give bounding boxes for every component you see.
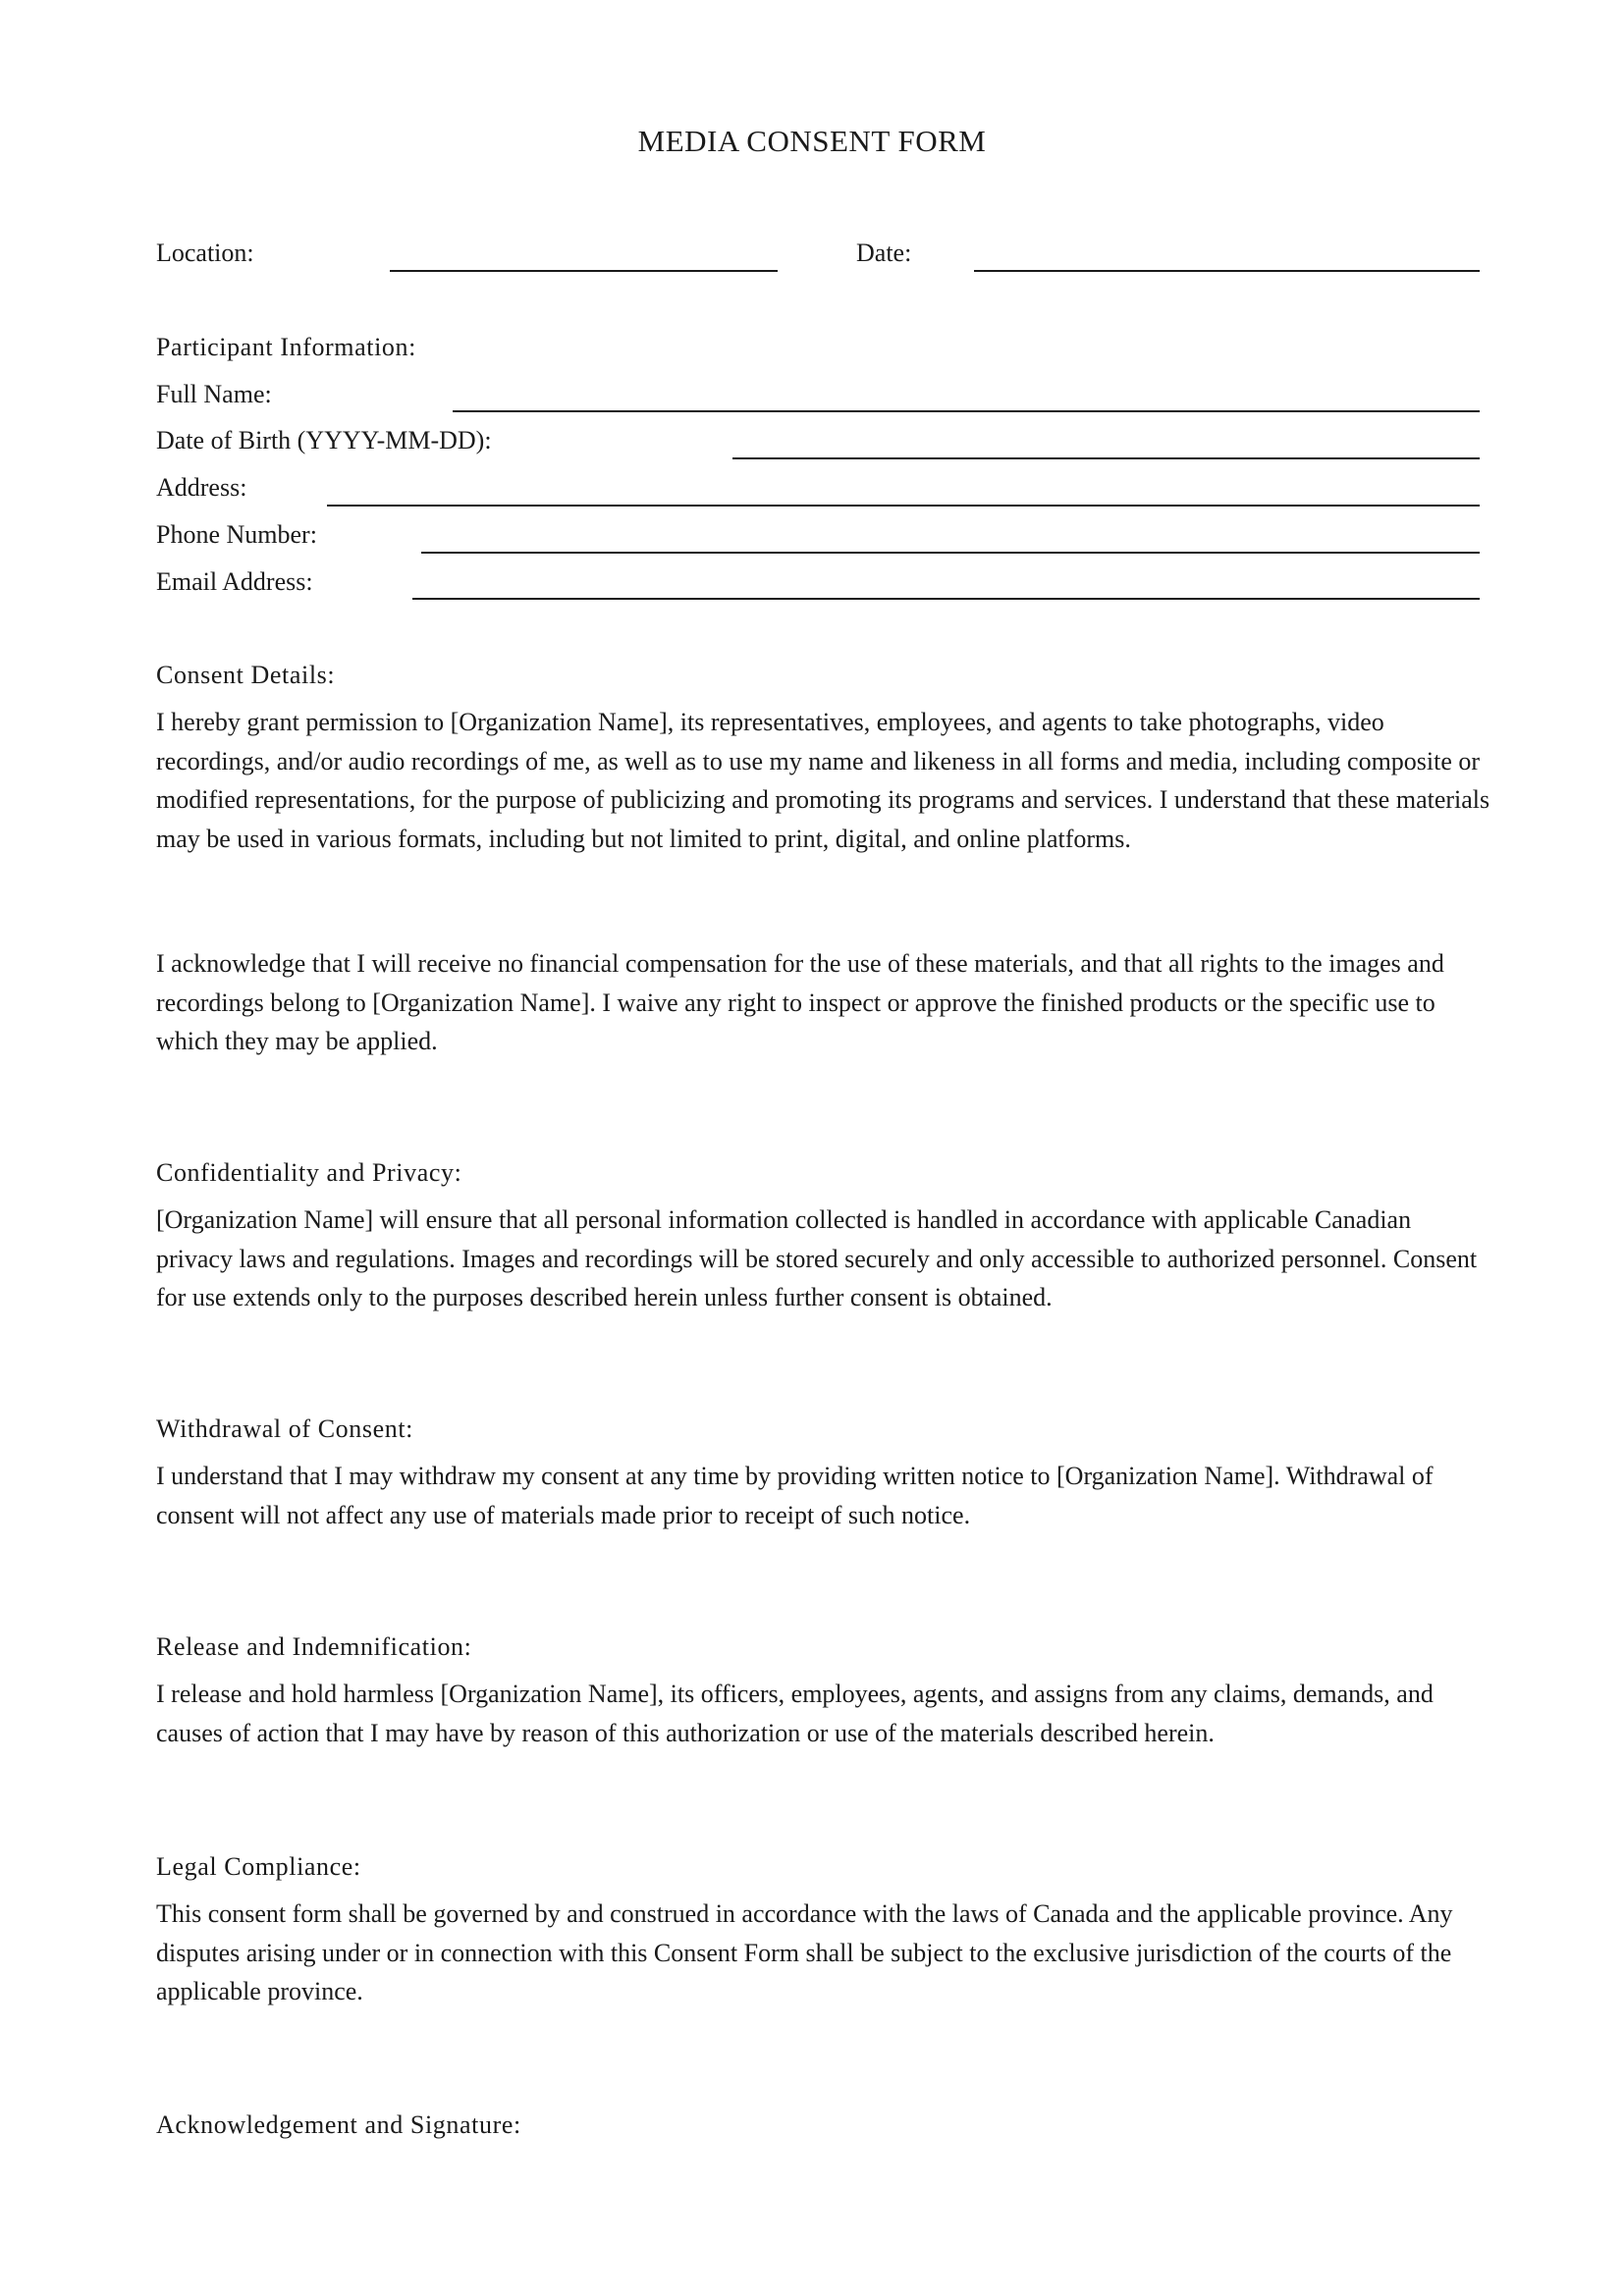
full-name-label: Full Name: xyxy=(156,380,272,408)
address-field[interactable] xyxy=(327,505,1480,507)
consent-details-heading: Consent Details: xyxy=(156,661,336,689)
confidentiality-heading: Confidentiality and Privacy: xyxy=(156,1158,462,1187)
acknowledgement-heading: Acknowledgement and Signature: xyxy=(156,2110,521,2139)
date-of-birth-label: Date of Birth (YYYY-MM-DD): xyxy=(156,426,492,454)
date-of-birth-field[interactable] xyxy=(732,457,1480,459)
address-label: Address: xyxy=(156,473,247,502)
phone-number-label: Phone Number: xyxy=(156,520,317,549)
confidentiality-paragraph: [Organization Name] will ensure that all personal information collected is handled in accordance with applicable Canadian privacy laws and regulations. Images and recordings will be stored securely and only accessible to authorized personnel. Consent for use extends only to the purposes described herein unless further consent is obtained. xyxy=(156,1205,1478,1311)
participant-information-heading: Participant Information: xyxy=(156,333,416,361)
consent-details-paragraph-2: I acknowledge that I will receive no financial compensation for the use of these materials, and that all rights to the images and recordings belong to [Organization Name]. I waive any right to inspect or approve the finished products or the specific use to which they may be applied. xyxy=(156,949,1444,1055)
withdrawal-heading: Withdrawal of Consent: xyxy=(156,1415,413,1443)
full-name-field[interactable] xyxy=(453,410,1480,412)
release-heading: Release and Indemnification: xyxy=(156,1632,472,1661)
phone-number-field[interactable] xyxy=(421,552,1480,554)
release-paragraph: I release and hold harmless [Organization Name], its officers, employees, agents, and assigns from any claims, demands, and causes of action that I may have by reason of this authorization or use of the materials described herein. xyxy=(156,1680,1434,1747)
date-label: Date: xyxy=(856,239,912,267)
form-title: MEDIA CONSENT FORM xyxy=(637,124,987,158)
consent-details-paragraph-1: I hereby grant permission to [Organization Name], its representatives, employees, and agents to take photographs, video recordings, and/or audio recordings of me, as well as to use my name and likeness in all forms and media, including composite or modified representations, for the purpose of publicizing and promoting its programs and services. I understand that these materials may be used in various formats, including but not limited to print, digital, and online platforms. xyxy=(156,708,1490,853)
legal-compliance-heading: Legal Compliance: xyxy=(156,1852,361,1881)
email-address-field[interactable] xyxy=(412,598,1480,600)
location-field[interactable] xyxy=(390,270,778,272)
email-address-label: Email Address: xyxy=(156,567,313,596)
legal-compliance-paragraph: This consent form shall be governed by and construed in accordance with the laws of Canada and the applicable province. Any disputes arising under or in connection with this Consent Form shall be subject to the exclusive jurisdiction of the courts of the applicable province. xyxy=(156,1899,1453,2005)
withdrawal-paragraph: I understand that I may withdraw my consent at any time by providing written notice to [Organization Name]. Withdrawal of consent will not affect any use of materials made prior to receipt of such notice. xyxy=(156,1462,1434,1529)
location-label: Location: xyxy=(156,239,254,267)
date-field[interactable] xyxy=(974,270,1480,272)
